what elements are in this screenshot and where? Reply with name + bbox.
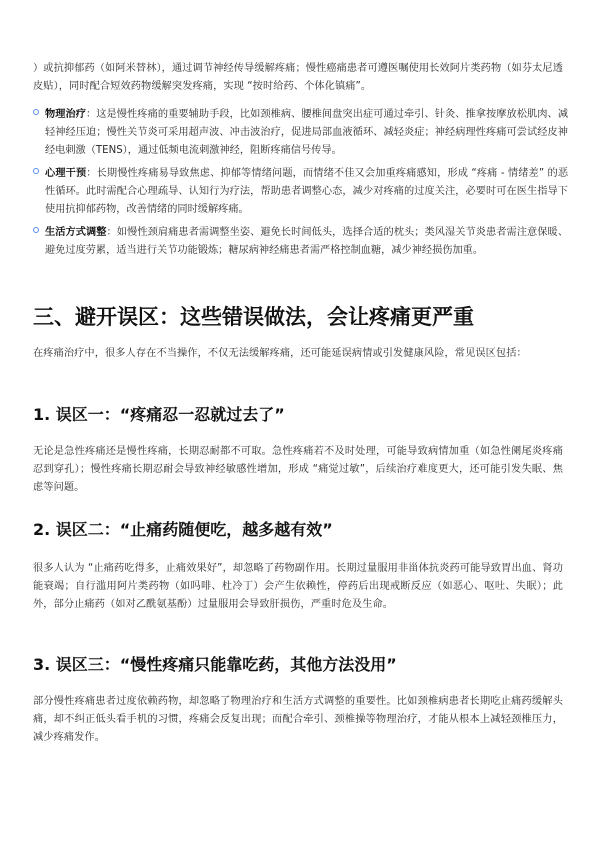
list-item-text: ：如慢性颈肩痛患者需调整坐姿、避免长时间低头，选择合适的枕头；类风湿关节炎患者需注意保暖、避免过度劳累，适当进行关节功能锻炼；糖尿病神经痛患者需严格控制血糖，减少神经损伤加重。 <box>45 227 569 256</box>
section-intro-paragraph: 在疼痛治疗中，很多人存在不当操作，不仅无法缓解疼痛，还可能延误病情或引发健康风险，常见误区包括： <box>33 348 527 359</box>
section-title: 三、避开误区：这些错误做法，会让疼痛更严重 <box>33 305 474 329</box>
list-item-physical-therapy <box>33 106 568 160</box>
circle-bullet-icon <box>33 109 39 115</box>
myth-1-title: 1. 误区一：“疼痛忍一忍就过去了” <box>33 405 285 424</box>
myth-3-title: 3. 误区三：“慢性疼痛只能靠吃药，其他方法没用” <box>33 655 397 674</box>
list-item-lifestyle-adjustment <box>33 224 568 260</box>
circle-bullet-icon <box>33 168 39 174</box>
list-item-label: 物理治疗 <box>45 109 87 120</box>
myth-1-body: 无论是急性疼痛还是慢性疼痛，长期忍耐都不可取。急性疼痛若不及时处理，可能导致病情加重（如急性阑尾炎疼痛忍到穿孔）；慢性疼痛长期忍耐会导致神经敏感性增加，形成 “痛觉过敏”，后续治疗难度更大，还可能引发失眠、焦虑等问题。 <box>33 446 563 493</box>
circle-bullet-icon <box>33 227 39 233</box>
intro-continuation-paragraph: ）或抗抑郁药（如阿米替林），通过调节神经传导缓解疼痛；慢性癌痛患者可遵医嘱使用长效阿片类药物（如芬太尼透皮贴），同时配合短效药物缓解突发疼痛，实现 “按时给药、个体化镇痛”。 <box>33 63 563 92</box>
myth-2-body: 很多人认为 “止痛药吃得多，止痛效果好”，却忽略了药物副作用。长期过量服用非甾体抗炎药可能导致胃出血、肾功能衰竭；自行滥用阿片类药物（如吗啡、杜冷丁）会产生依赖性，停药后出现戒断反应（如恶心、呕吐、失眠）；此外，部分止痛药（如对乙酰氨基酚）过量服用会导致肝损伤，严重时危及生命。 <box>33 563 563 610</box>
list-item-label: 生活方式调整 <box>45 227 107 238</box>
list-item-label: 心理干预 <box>45 168 87 179</box>
list-item-text: ：长期慢性疼痛易导致焦虑、抑郁等情绪问题，而情绪不佳又会加重疼痛感知，形成 “疼痛 - 情绪差” 的恶性循环。此时需配合心理疏导、认知行为疗法，帮助患者调整心态，减少对疼痛的过度关注，必要时可在医生指导下使用抗抑郁药物，改善情绪的同时缓解疼痛。 <box>45 168 568 215</box>
list-item-psychological-intervention <box>33 165 568 219</box>
myth-2-title: 2. 误区二：“止痛药随便吃，越多越有效” <box>33 520 333 539</box>
myth-3-body: 部分慢性疼痛患者过度依赖药物，却忽略了物理治疗和生活方式调整的重要性。比如颈椎病患者长期吃止痛药缓解头痛，却不纠正低头看手机的习惯，疼痛会反复出现；而配合牵引、颈椎操等物理治疗，才能从根本上减轻颈椎压力，减少疼痛发作。 <box>33 696 563 743</box>
list-item-text: ：这是慢性疼痛的重要辅助手段，比如颈椎病、腰椎间盘突出症可通过牵引、针灸、推拿按摩放松肌肉、减轻神经压迫；慢性关节炎可采用超声波、冲击波治疗，促进局部血液循环、减轻炎症；神经病理性疼痛可尝试经皮神经电刺激（TENS），通过低频电流刺激神经，阻断疼痛信号传导。 <box>45 109 569 156</box>
